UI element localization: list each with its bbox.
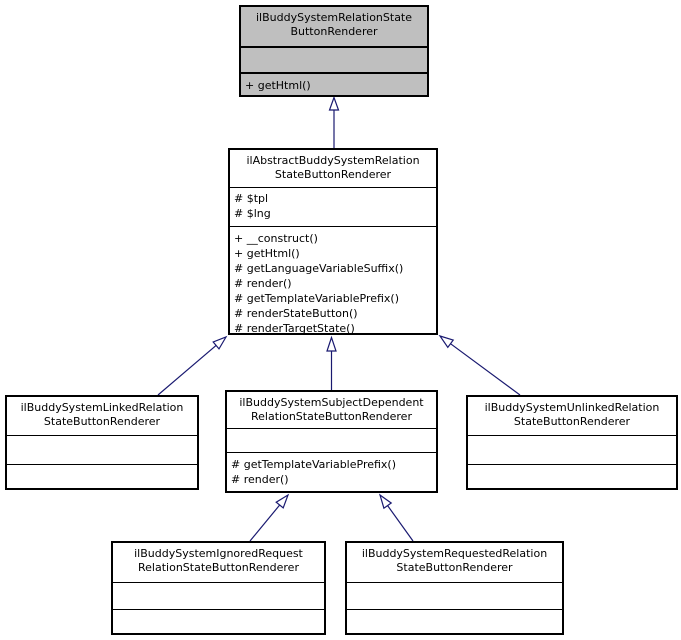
edge-line: [388, 506, 413, 541]
inheritance-arrowhead-icon: [330, 98, 339, 111]
inheritance-arrowhead-icon: [380, 495, 391, 508]
edge-ignoredrequest-to-subjectdependent: [250, 495, 288, 541]
class-attributes-section: [227, 428, 436, 452]
class-method: + getHtml(): [245, 79, 311, 92]
class-name-line: StateButtonRenderer: [513, 415, 631, 428]
edge-linked-to-abstract: [158, 337, 226, 395]
class-method: # renderStateButton(): [234, 307, 358, 320]
class-methods-section: [347, 609, 562, 633]
class-name-line: ButtonRenderer: [290, 25, 378, 38]
inheritance-arrowhead-icon: [213, 337, 226, 349]
class-name: [241, 7, 427, 46]
inheritance-arrowhead-icon: [440, 336, 453, 347]
class-name-line: ilAbstractBuddySystemRelation: [246, 154, 420, 167]
class-name: [227, 392, 436, 428]
class-box-ilabstractbuddysystemrelationstatebuttonrenderer[interactable]: [228, 148, 438, 335]
edge-line: [451, 344, 521, 395]
class-name-line: StateButtonRenderer: [43, 415, 161, 428]
class-method: # render(): [234, 277, 292, 290]
class-name: [7, 397, 197, 435]
class-methods-section: [113, 609, 324, 633]
class-method: # getTemplateVariablePrefix(): [234, 292, 400, 305]
class-methods-section: [230, 226, 436, 336]
class-name: [347, 543, 562, 582]
class-methods-section: [241, 72, 427, 95]
class-name-line: ilBuddySystemSubjectDependent: [239, 396, 424, 409]
class-box-ilbuddysystemrequestedrelationstatebuttonrenderer[interactable]: [345, 541, 564, 635]
inheritance-arrowhead-icon: [276, 495, 288, 508]
class-box-ilbuddysystemsubjectdependentrelationstatebuttonrenderer[interactable]: [225, 390, 438, 493]
class-name-line: ilBuddySystemLinkedRelation: [20, 401, 184, 414]
class-attribute: # $tpl: [234, 192, 269, 205]
class-attributes-section: [113, 582, 324, 609]
class-name-line: ilBuddySystemRequestedRelation: [361, 547, 548, 560]
class-method: + getHtml(): [234, 247, 300, 260]
class-method: # getLanguageVariableSuffix(): [234, 262, 404, 275]
class-method: # render(): [231, 473, 289, 486]
class-attributes-section: [347, 582, 562, 609]
class-attributes-section: [468, 435, 676, 464]
edge-requestedrelation-to-subjectdependent: [380, 495, 413, 541]
edge-subjectdependent-to-abstract: [327, 338, 336, 391]
class-method: + __construct(): [234, 232, 318, 245]
class-attributes-section: [230, 187, 436, 226]
class-attribute: # $lng: [234, 207, 271, 220]
class-name-line: RelationStateButtonRenderer: [138, 561, 299, 574]
edge-abstract-to-base: [330, 98, 339, 149]
class-name: [113, 543, 324, 582]
class-methods-section: [7, 464, 197, 488]
class-attributes-section: [241, 46, 427, 72]
class-box-ilbuddysystemrelationstatebuttonrenderer[interactable]: [239, 5, 429, 97]
class-name: [230, 150, 436, 187]
class-box-ilbuddysystemlinkedrelationstatebuttonrenderer[interactable]: [5, 395, 199, 490]
class-box-ilbuddysystemunlinkedrelationstatebuttonrenderer[interactable]: [466, 395, 678, 490]
class-method: # renderTargetState(): [234, 322, 355, 335]
class-methods-section: [227, 452, 436, 491]
class-method: # getTemplateVariablePrefix(): [231, 458, 397, 471]
class-name-line: RelationStateButtonRenderer: [251, 410, 412, 423]
edge-line: [250, 505, 280, 541]
class-attributes-section: [7, 435, 197, 464]
edge-unlinked-to-abstract: [440, 336, 520, 395]
class-name-line: ilBuddySystemUnlinkedRelation: [484, 401, 660, 414]
class-methods-section: [468, 464, 676, 488]
edge-line: [158, 345, 216, 395]
class-name-line: ilBuddySystemIgnoredRequest: [134, 547, 303, 560]
class-name-line: ilBuddySystemRelationState: [255, 11, 413, 24]
class-name-line: StateButtonRenderer: [274, 168, 392, 181]
class-name: [468, 397, 676, 435]
class-name-line: StateButtonRenderer: [396, 561, 513, 574]
class-box-ilbuddysystemignoredrequestrelationstatebuttonrenderer[interactable]: [111, 541, 326, 635]
inheritance-arrowhead-icon: [327, 338, 336, 352]
